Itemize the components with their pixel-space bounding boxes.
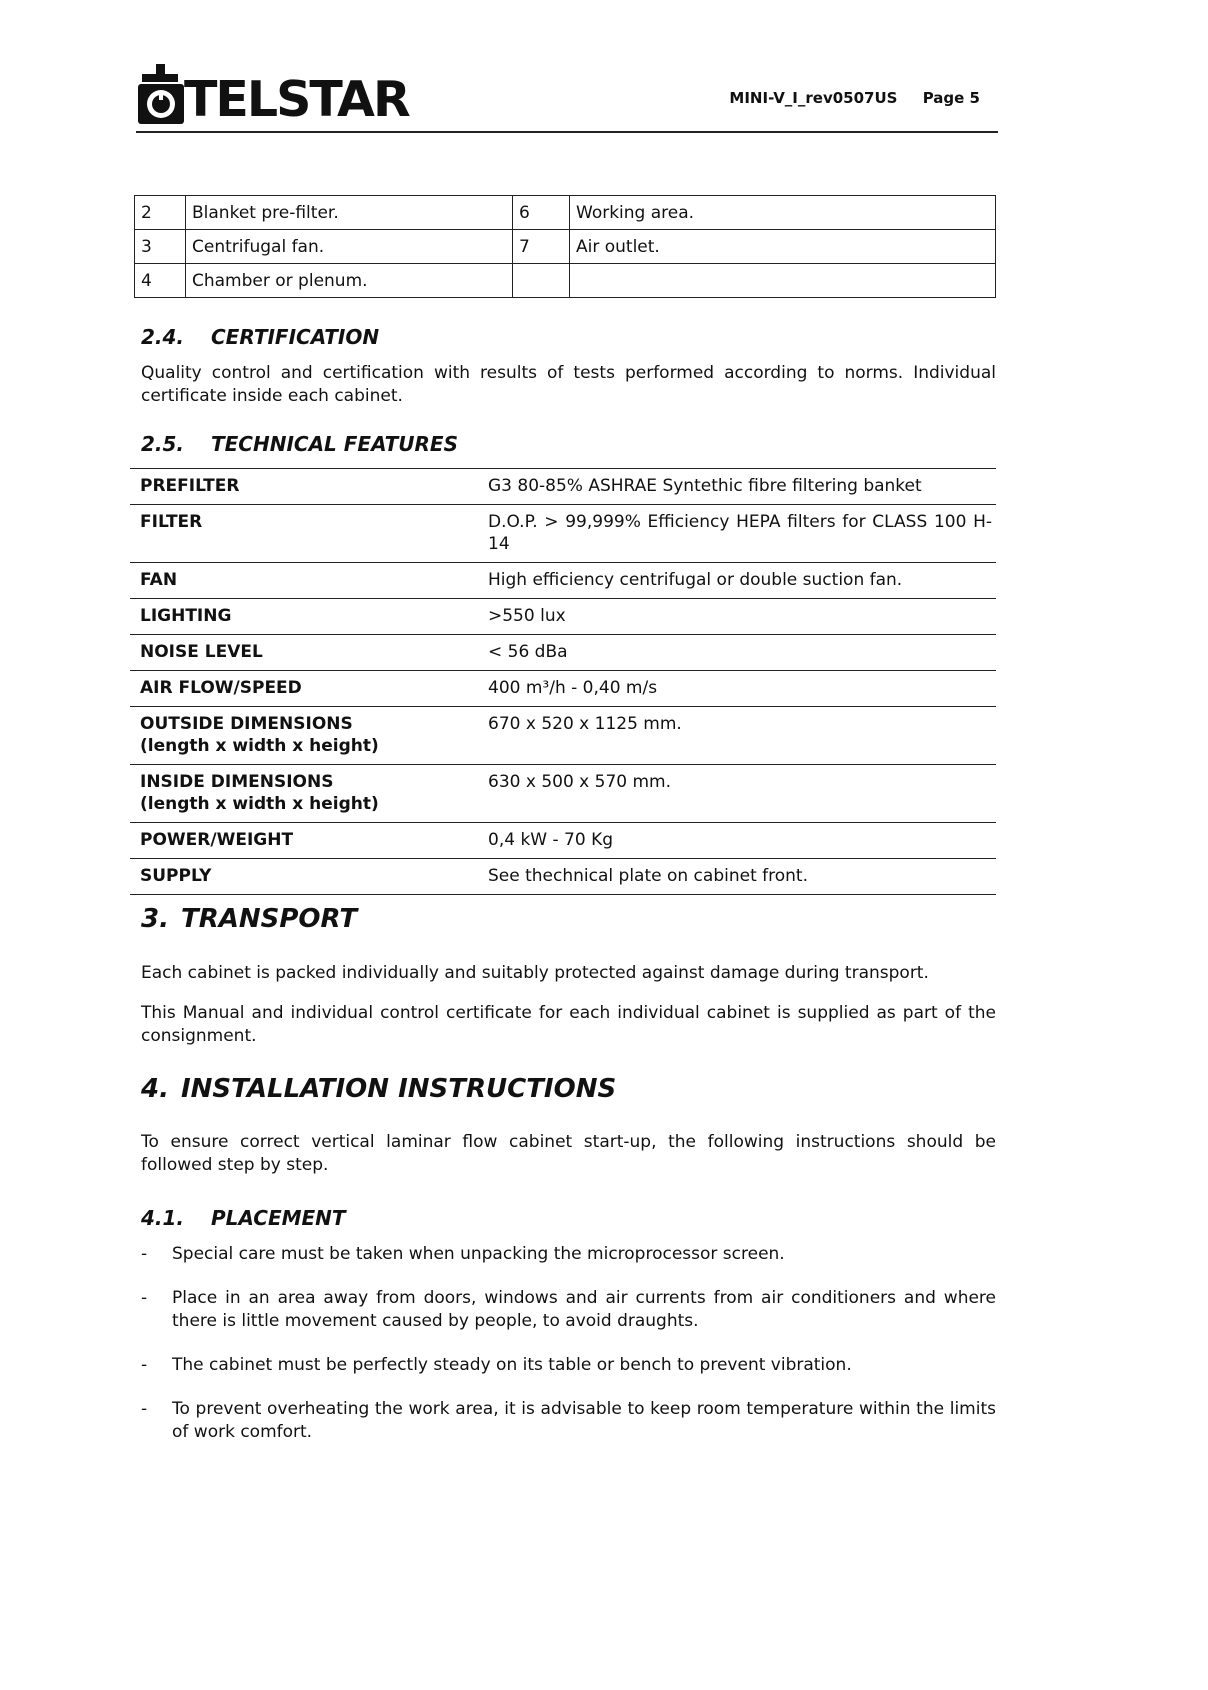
part-number: 4	[135, 264, 186, 298]
table-row	[135, 230, 996, 264]
table-row	[130, 823, 996, 859]
feature-label	[130, 765, 478, 823]
table-row	[130, 635, 996, 671]
installation-heading	[141, 1074, 616, 1104]
table-row	[130, 859, 996, 895]
table-row	[130, 707, 996, 765]
header-divider	[136, 131, 998, 133]
part-number	[513, 264, 570, 298]
list-item	[141, 1287, 996, 1333]
table-row	[130, 563, 996, 599]
transport-paragraph: Each cabinet is packed individually and suitably protected against damage during transport.	[141, 963, 929, 983]
feature-value: High efficiency centrifugal or double suction fan.	[488, 570, 903, 590]
transport-heading	[141, 904, 357, 934]
installation-intro: To ensure correct vertical laminar flow cabinet start-up, the following instructions should be followed step by step.	[141, 1132, 996, 1175]
section-title: PLACEMENT	[211, 1206, 346, 1230]
feature-label: NOISE LEVEL	[140, 642, 263, 662]
feature-value: D.O.P. > 99,999% Efficiency HEPA filters for CLASS 100 H-14	[488, 512, 992, 554]
feature-value: < 56 dBa	[488, 642, 568, 662]
feature-value: 670 x 520 x 1125 mm.	[488, 714, 682, 734]
bullet-dash: -	[141, 1355, 148, 1375]
logo-text: TELSTAR	[184, 71, 409, 128]
list-item	[141, 1398, 996, 1444]
table-row	[130, 469, 996, 505]
part-number: 3	[135, 230, 186, 264]
feature-label-line: OUTSIDE DIMENSIONS	[140, 714, 353, 734]
list-item	[141, 1243, 996, 1266]
feature-label: POWER/WEIGHT	[140, 830, 294, 850]
feature-value: See thechnical plate on cabinet front.	[488, 866, 808, 886]
table-row	[135, 264, 996, 298]
placement-heading	[141, 1206, 346, 1230]
section-title: TRANSPORT	[181, 904, 358, 934]
document-meta	[729, 89, 980, 107]
section-number: 3.	[141, 904, 169, 934]
placement-list	[141, 1243, 996, 1465]
feature-label: FILTER	[140, 512, 203, 532]
part-description: Blanket pre-filter.	[186, 196, 513, 230]
feature-value: >550 lux	[488, 606, 566, 626]
parts-table	[134, 195, 996, 298]
telstar-logo	[136, 56, 409, 126]
feature-label: PREFILTER	[140, 476, 240, 496]
feature-value: 630 x 500 x 570 mm.	[488, 772, 672, 792]
section-number: 4.	[141, 1074, 169, 1104]
feature-label: FAN	[140, 570, 178, 590]
feature-label: SUPPLY	[140, 866, 212, 886]
section-title: INSTALLATION INSTRUCTIONS	[181, 1074, 617, 1104]
certification-heading	[141, 325, 379, 349]
transport-paragraph: This Manual and individual control certificate for each individual cabinet is supplied as part of the consignment.	[141, 1003, 996, 1046]
bullet-dash: -	[141, 1244, 148, 1264]
list-item-text: To prevent overheating the work area, it is advisable to keep room temperature within the limits of work comfort.	[172, 1399, 996, 1442]
page-number: Page 5	[922, 89, 980, 107]
part-number: 2	[135, 196, 186, 230]
feature-label: LIGHTING	[140, 606, 232, 626]
feature-label-line: (length x width x height)	[140, 794, 379, 814]
feature-label-line: (length x width x height)	[140, 736, 379, 756]
list-item-text: The cabinet must be perfectly steady on its table or bench to prevent vibration.	[172, 1355, 852, 1375]
part-description: Working area.	[570, 196, 996, 230]
part-description: Chamber or plenum.	[186, 264, 513, 298]
part-number: 7	[513, 230, 570, 264]
certification-text: Quality control and certification with results of tests performed according to norms. Individual certificate inside each cabinet.	[141, 363, 996, 406]
part-description: Centrifugal fan.	[186, 230, 513, 264]
table-row	[135, 196, 996, 230]
feature-label	[130, 707, 478, 765]
feature-label-line: INSIDE DIMENSIONS	[140, 772, 334, 792]
document-code: MINI-V_I_rev0507US	[729, 89, 898, 107]
section-number: 2.5.	[141, 432, 185, 456]
table-row	[130, 599, 996, 635]
feature-value: G3 80-85% ASHRAE Syntethic fibre filtering banket	[488, 476, 922, 496]
list-item-text: Place in an area away from doors, windows and air currents from air conditioners and where there is little movement caused by people, to avoid draughts.	[172, 1288, 996, 1331]
technical-heading	[141, 432, 458, 456]
bullet-dash: -	[141, 1288, 148, 1308]
table-row	[130, 671, 996, 707]
feature-value: 0,4 kW - 70 Kg	[488, 830, 614, 850]
section-title: CERTIFICATION	[211, 325, 380, 349]
section-number: 4.1.	[141, 1206, 185, 1230]
technical-features-table	[130, 468, 996, 895]
table-row	[130, 505, 996, 563]
table-row	[130, 765, 996, 823]
telstar-emblem-icon	[136, 62, 186, 126]
feature-value: 400 m³/h - 0,40 m/s	[488, 678, 658, 698]
section-number: 2.4.	[141, 325, 185, 349]
part-number: 6	[513, 196, 570, 230]
bullet-dash: -	[141, 1399, 148, 1419]
section-title: TECHNICAL FEATURES	[211, 432, 459, 456]
part-description: Air outlet.	[570, 230, 996, 264]
list-item-text: Special care must be taken when unpacking the microprocessor screen.	[172, 1244, 785, 1264]
list-item	[141, 1354, 996, 1377]
part-description	[570, 264, 996, 298]
feature-label: AIR FLOW/SPEED	[140, 678, 302, 698]
